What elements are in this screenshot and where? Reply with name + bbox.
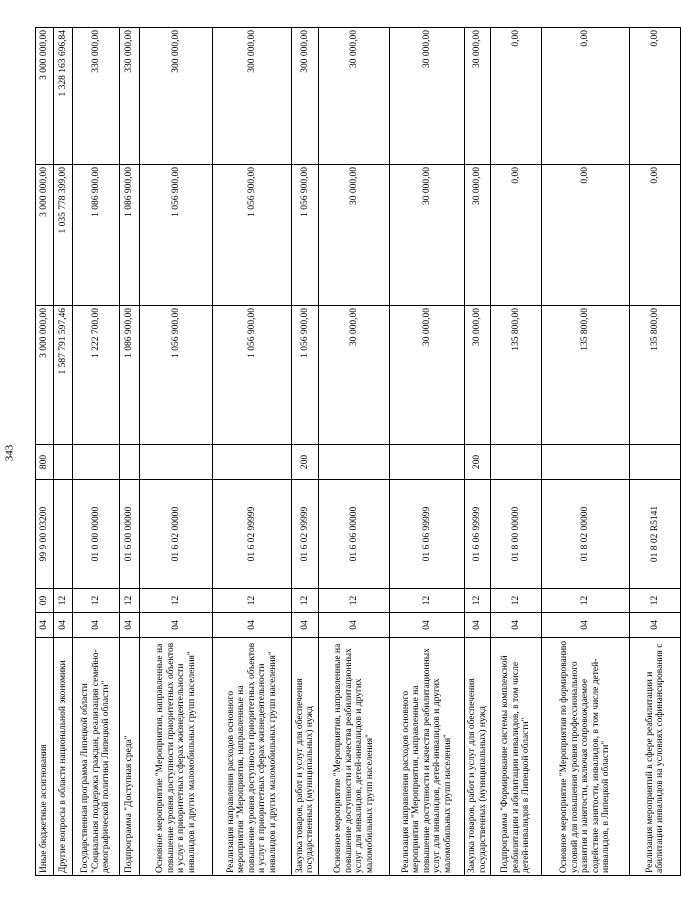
- table-row: [491, 28, 542, 876]
- cell-v2: 1 086 900,00: [73, 165, 120, 306]
- cell-c1: 04: [465, 613, 491, 638]
- page-number: 343: [3, 444, 15, 462]
- cell-c4: [73, 445, 120, 480]
- cell-c4: [140, 445, 213, 480]
- cell-v3: 30 000,00: [390, 28, 465, 165]
- cell-v3: 330 000,00: [73, 28, 120, 165]
- cell-v3: 30 000,00: [319, 28, 390, 165]
- cell-c3: 01 8 02 00000: [542, 480, 630, 589]
- cell-v2: 30 000,00: [319, 165, 390, 306]
- cell-v1: 1 056 900,00: [292, 306, 319, 445]
- cell-c3: 01 6 02 00000: [140, 480, 213, 589]
- cell-v2: 0,00: [491, 165, 542, 306]
- cell-v1: 1 086 900,00: [120, 306, 140, 445]
- cell-name: Иные бюджетные ассигнования: [36, 638, 54, 876]
- cell-c2: 12: [390, 589, 465, 613]
- cell-c1: 04: [36, 613, 54, 638]
- budget-table: [35, 27, 681, 876]
- cell-c1: 04: [292, 613, 319, 638]
- cell-c1: 04: [491, 613, 542, 638]
- cell-c4: [491, 445, 542, 480]
- cell-c3: 01 8 00 00000: [491, 480, 542, 589]
- cell-c2: 12: [542, 589, 630, 613]
- cell-c4: [54, 445, 73, 480]
- cell-v2: 3 000 000,00: [36, 165, 54, 306]
- cell-c1: 04: [54, 613, 73, 638]
- table-row: [36, 28, 54, 876]
- cell-c1: 04: [390, 613, 465, 638]
- table-row: [54, 28, 73, 876]
- cell-v2: 0,00: [630, 165, 681, 306]
- cell-v1: 135 800,00: [491, 306, 542, 445]
- table-row: [465, 28, 491, 876]
- cell-name: Подпрограмма "Формирование системы комплексной реабилитации и абилитации инвалидов, в том числе детей-инвалидов в Липецкой области": [491, 638, 542, 876]
- cell-name: Основное мероприятие "Мероприятия, направленные на повышение доступности и качества реабилитационных услуг для инвалидов, детей-инвалидов и других маломобильных групп населения": [319, 638, 390, 876]
- cell-c1: 04: [140, 613, 213, 638]
- cell-c2: 12: [465, 589, 491, 613]
- cell-c2: 12: [491, 589, 542, 613]
- cell-v1: 30 000,00: [319, 306, 390, 445]
- cell-c3: 99 9 00 03200: [36, 480, 54, 589]
- cell-c1: 04: [319, 613, 390, 638]
- cell-v2: 1 056 900,00: [292, 165, 319, 306]
- cell-v2: 1 056 900,00: [140, 165, 213, 306]
- cell-v3: 300 000,00: [213, 28, 292, 165]
- cell-c1: 04: [542, 613, 630, 638]
- cell-v1: 1 587 791 597,46: [54, 306, 73, 445]
- cell-c3: 01 6 02 99999: [292, 480, 319, 589]
- table-row: [630, 28, 681, 876]
- cell-c4: [120, 445, 140, 480]
- cell-c1: 04: [120, 613, 140, 638]
- table-row: [120, 28, 140, 876]
- cell-v1: 3 000 000,00: [36, 306, 54, 445]
- cell-v3: 30 000,00: [465, 28, 491, 165]
- table-row: [213, 28, 292, 876]
- cell-c3: [54, 480, 73, 589]
- cell-v2: 1 086 900,00: [120, 165, 140, 306]
- cell-v2: 0,00: [542, 165, 630, 306]
- cell-c2: 12: [292, 589, 319, 613]
- cell-v1: 135 800,00: [542, 306, 630, 445]
- cell-c3: 01 0 00 00000: [73, 480, 120, 589]
- cell-c1: 04: [630, 613, 681, 638]
- cell-c3: 01 6 06 00000: [319, 480, 390, 589]
- cell-c2: 12: [319, 589, 390, 613]
- cell-v1: 135 800,00: [630, 306, 681, 445]
- cell-v2: 1 056 900,00: [213, 165, 292, 306]
- cell-c3: 01 8 02 R5141: [630, 480, 681, 589]
- cell-c2: 12: [54, 589, 73, 613]
- table-row: [73, 28, 120, 876]
- cell-c3: 01 6 06 99999: [390, 480, 465, 589]
- cell-c2: 09: [36, 589, 54, 613]
- cell-name: Подпрограмма "Доступная среда": [120, 638, 140, 876]
- cell-c1: 04: [213, 613, 292, 638]
- cell-c3: 01 6 02 99999: [213, 480, 292, 589]
- cell-v3: 300 000,00: [292, 28, 319, 165]
- cell-c2: 12: [630, 589, 681, 613]
- cell-name: Государственная программа Липецкой области "Социальная поддержка граждан, реализация семейно-демографической политики Липецкой области": [73, 638, 120, 876]
- cell-name: Закупка товаров, работ и услуг для обеспечения государственных (муниципальных) нужд: [465, 638, 491, 876]
- table-row: [292, 28, 319, 876]
- cell-name: Основное мероприятие "Мероприятия по формированию условий для повышения уровня профессионального развития и занятости, включая сопровождаемое содействие занятости, инвалидов, в том числе детей-инвалидов, в Липецкой области": [542, 638, 630, 876]
- cell-c4: [390, 445, 465, 480]
- cell-v1: 30 000,00: [390, 306, 465, 445]
- cell-name: Основное мероприятие "Мероприятия, направленные на повышение уровня доступности приоритетных объектов и услуг в приоритетных сферах жизнедеятельности инвалидов и других маломобильных групп населения": [140, 638, 213, 876]
- cell-c4: [319, 445, 390, 480]
- cell-v1: 1 056 900,00: [213, 306, 292, 445]
- cell-v1: 1 056 900,00: [140, 306, 213, 445]
- cell-v3: 1 328 163 696,84: [54, 28, 73, 165]
- cell-c4: [542, 445, 630, 480]
- cell-v2: 30 000,00: [390, 165, 465, 306]
- cell-v3: 0,00: [491, 28, 542, 165]
- cell-name: Реализация направления расходов основного мероприятия "Мероприятия, направленные на повышение уровня доступности приоритетных объектов и услуг в приоритетных сферах жизнедеятельности инвалидов и других маломобильных групп населения": [213, 638, 292, 876]
- cell-c4: 200: [292, 445, 319, 480]
- cell-c2: 12: [213, 589, 292, 613]
- cell-v2: 1 035 778 399,00: [54, 165, 73, 306]
- cell-v1: 30 000,00: [465, 306, 491, 445]
- cell-v3: 0,00: [542, 28, 630, 165]
- cell-v3: 0,00: [630, 28, 681, 165]
- cell-c4: [630, 445, 681, 480]
- cell-c3: 01 6 00 00000: [120, 480, 140, 589]
- cell-name: Реализация направления расходов основного мероприятия "Мероприятия, направленные на повышение доступности и качества реабилитационных услуг для инвалидов, детей-инвалидов и других маломобильных групп населения": [390, 638, 465, 876]
- cell-c2: 12: [140, 589, 213, 613]
- cell-c2: 12: [120, 589, 140, 613]
- table-row: [319, 28, 390, 876]
- cell-v3: 300 000,00: [140, 28, 213, 165]
- table-row: [542, 28, 630, 876]
- cell-v1: 1 222 700,00: [73, 306, 120, 445]
- rotated-page: [35, 28, 665, 876]
- cell-v3: 330 000,00: [120, 28, 140, 165]
- cell-name: Реализация мероприятий в сфере реабилитации и абилитации инвалидов на условиях софинансирования с: [630, 638, 681, 876]
- cell-v3: 3 000 000,00: [36, 28, 54, 165]
- cell-v2: 30 000,00: [465, 165, 491, 306]
- cell-c4: 200: [465, 445, 491, 480]
- cell-c2: 12: [73, 589, 120, 613]
- cell-name: Закупка товаров, работ и услуг для обеспечения государственных (муниципальных) нужд: [292, 638, 319, 876]
- table-row: [140, 28, 213, 876]
- cell-c3: 01 6 06 99999: [465, 480, 491, 589]
- cell-c4: [213, 445, 292, 480]
- cell-name: Другие вопросы в области национальной экономики: [54, 638, 73, 876]
- cell-c4: 800: [36, 445, 54, 480]
- cell-c1: 04: [73, 613, 120, 638]
- table-row: [390, 28, 465, 876]
